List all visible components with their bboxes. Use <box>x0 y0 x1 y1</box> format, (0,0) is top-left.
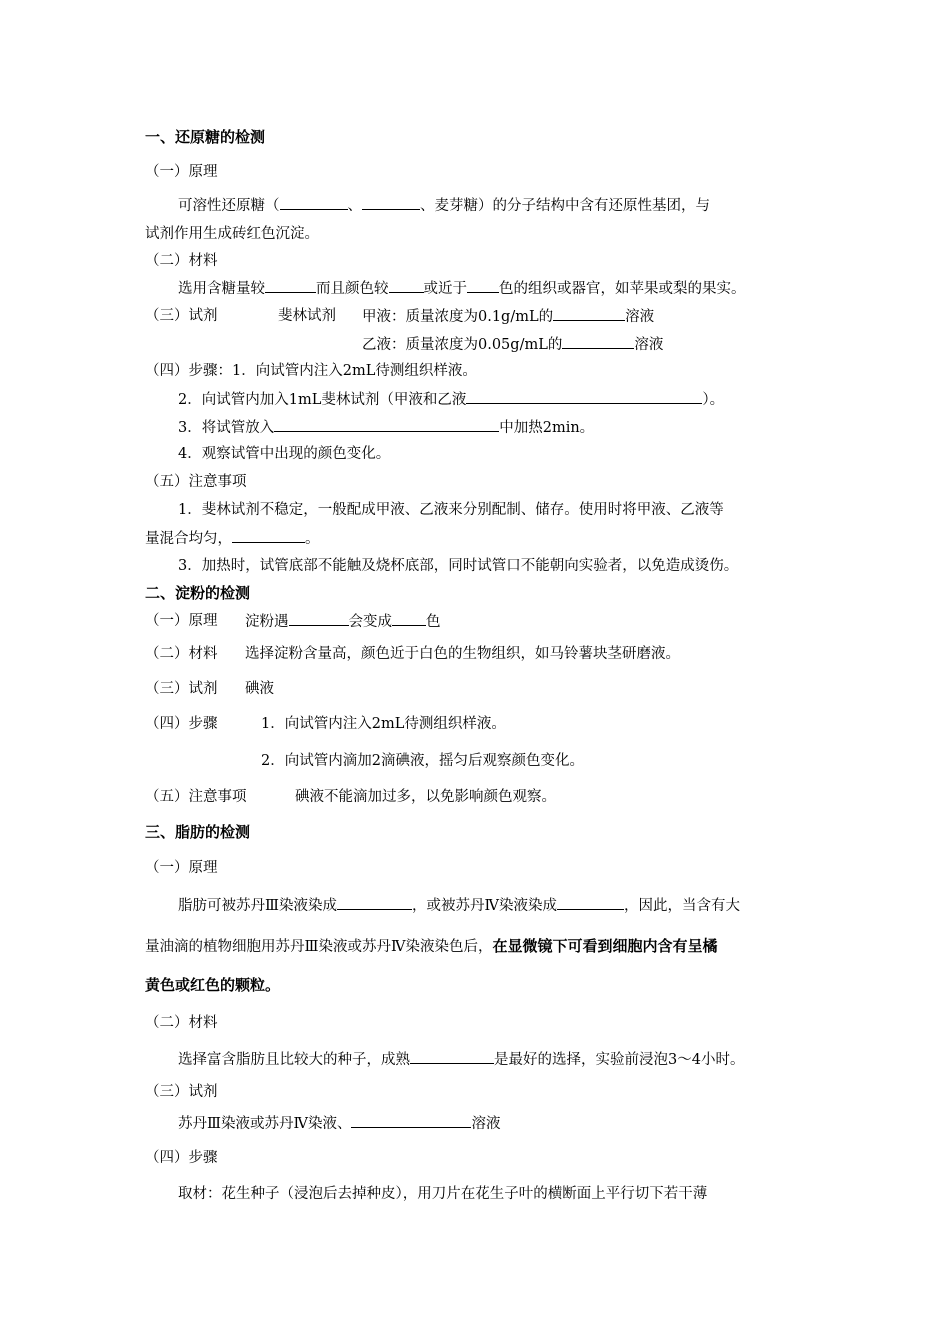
s1-steps-line1: （四）步骤：1．向试管内注入2mL待测组织样液。 <box>145 363 477 379</box>
s2-principle-heading: （一）原理 <box>145 613 218 629</box>
s1-note1-line2: 量混合均匀， 。 <box>145 528 320 549</box>
s1-reagent-jia: 甲液：质量浓度为0.1g/mL的 溶液 <box>362 306 654 327</box>
s3-principle-line2: 量油滴的植物细胞用苏丹Ⅲ染液或苏丹Ⅳ染液染色后，在显微镜下可看到细胞内含有呈橘 <box>145 937 718 955</box>
s1-principle-heading: （一）原理 <box>145 164 218 180</box>
s1-step3: 3．将试管放入 中加热2min。 <box>178 417 594 438</box>
blank <box>557 895 624 910</box>
blank <box>362 195 420 210</box>
s3-principle-line1: 脂肪可被苏丹Ⅲ染液染成 ，或被苏丹Ⅳ染液染成 ，因此，当含有大 <box>178 895 740 916</box>
blank <box>389 278 424 293</box>
s2-reagent-text: 碘液 <box>245 681 274 697</box>
s1-reagent-heading: （三）试剂 <box>145 308 218 324</box>
s1-reagent-yi: 乙液：质量浓度为0.05g/mL的 溶液 <box>362 334 663 355</box>
s1-note3: 3．加热时，试管底部不能触及烧杯底部，同时试管口不能朝向实验者，以免造成烫伤。 <box>178 558 739 574</box>
blank <box>410 1049 494 1064</box>
s1-principle-line2: 试剂作用生成砖红色沉淀。 <box>145 226 319 242</box>
s2-reagent-heading: （三）试剂 <box>145 681 218 697</box>
s2-material-text: 选择淀粉含量高，颜色近于白色的生物组织，如马铃薯块茎研磨液。 <box>245 646 680 662</box>
blank <box>351 1113 471 1128</box>
s3-material-heading: （二）材料 <box>145 1015 218 1031</box>
s3-steps-text: 取材：花生种子（浸泡后去掉种皮），用刀片在花生子叶的横断面上平行切下若干薄 <box>178 1186 708 1202</box>
blank <box>280 195 348 210</box>
s1-principle-line1: 可溶性还原糖（ 、 、麦芽糖）的分子结构中含有还原性基团，与 <box>178 195 710 216</box>
blank <box>562 334 634 349</box>
s3-principle-line3: 黄色或红色的颗粒。 <box>145 976 281 994</box>
s3-reagent-text: 苏丹Ⅲ染液或苏丹Ⅳ染液、 溶液 <box>178 1113 500 1134</box>
s1-reagent-name: 斐林试剂 <box>278 308 336 324</box>
s1-step2: 2．向试管内加入1mL斐林试剂（甲液和乙液 ）。 <box>178 389 724 410</box>
s2-steps-heading: （四）步骤 <box>145 716 218 732</box>
s1-material-text: 选用含糖量较 而且颜色较 或近于 色的组织或器官，如苹果或梨的果实。 <box>178 278 746 299</box>
s2-notes-text: 碘液不能滴加过多，以免影响颜色观察。 <box>295 789 556 805</box>
blank <box>467 278 499 293</box>
s1-material-heading: （二）材料 <box>145 253 218 269</box>
s2-material-heading: （二）材料 <box>145 646 218 662</box>
section-1-title: 一、还原糖的检测 <box>145 128 266 146</box>
s2-step1: 1．向试管内注入2mL待测组织样液。 <box>261 716 506 732</box>
blank <box>265 278 316 293</box>
blank <box>553 306 625 321</box>
s3-principle-heading: （一）原理 <box>145 860 218 876</box>
blank <box>466 389 702 404</box>
s3-steps-heading: （四）步骤 <box>145 1150 218 1166</box>
s1-note1-line1: 1．斐林试剂不稳定，一般配成甲液、乙液来分别配制、储存。使用时将甲液、乙液等 <box>178 502 724 518</box>
s1-notes-heading: （五）注意事项 <box>145 474 247 490</box>
blank <box>232 528 305 543</box>
blank <box>392 611 426 626</box>
s1-step4: 4．观察试管中出现的颜色变化。 <box>178 446 391 462</box>
s3-reagent-heading: （三）试剂 <box>145 1084 218 1100</box>
s2-principle-text: 淀粉遇 会变成 色 <box>245 611 441 632</box>
blank <box>274 417 499 432</box>
s3-material-text: 选择富含脂肪且比较大的种子，成熟 是最好的选择，实验前浸泡3～4小时。 <box>178 1049 744 1070</box>
section-3-title: 三、脂肪的检测 <box>145 823 251 841</box>
blank <box>289 611 349 626</box>
blank <box>337 895 412 910</box>
s2-notes-heading: （五）注意事项 <box>145 789 247 805</box>
section-2-title: 二、淀粉的检测 <box>145 584 251 602</box>
s2-step2: 2．向试管内滴加2滴碘液，摇匀后观察颜色变化。 <box>261 753 584 769</box>
